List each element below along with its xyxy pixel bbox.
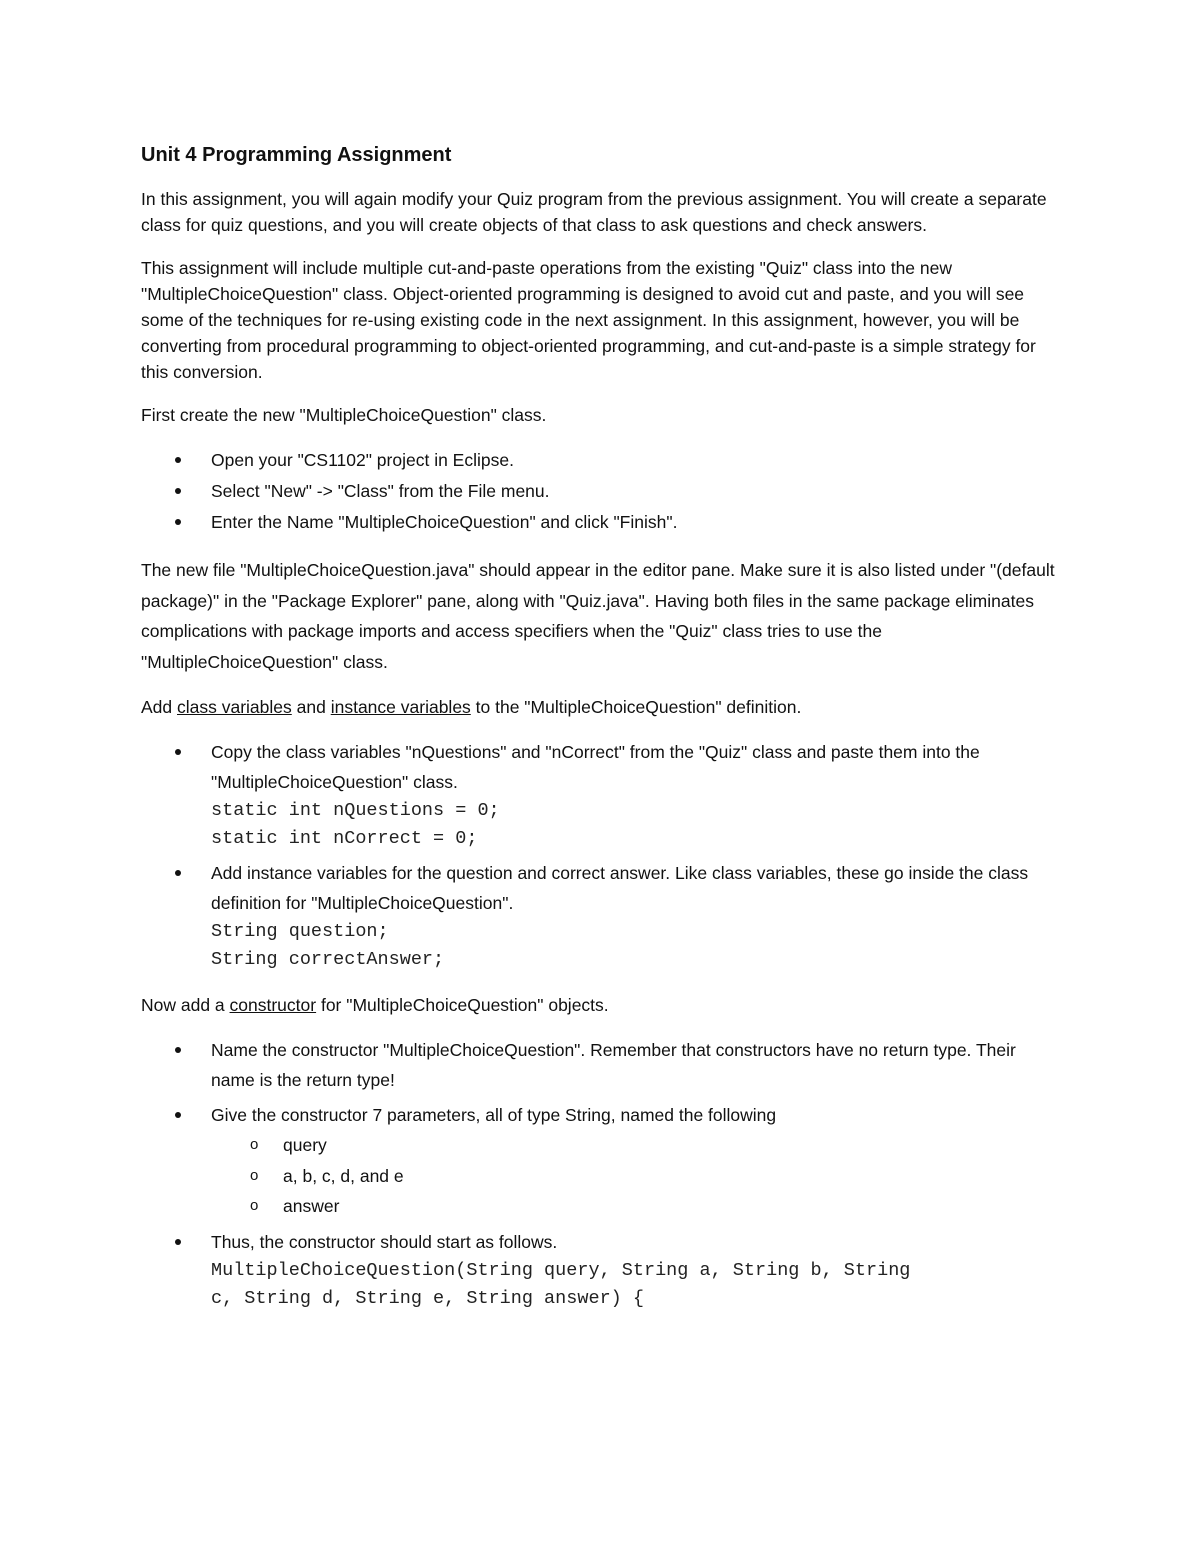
step-text: Give the constructor 7 parameters, all of type String, named the following xyxy=(211,1105,777,1125)
step-text: Add instance variables for the question and correct answer. Like class variables, these go inside the class definition for "MultipleChoiceQuestion". xyxy=(211,863,1029,913)
code-snippet: String question; String correctAnswer; xyxy=(211,921,445,970)
page-title: Unit 4 Programming Assignment xyxy=(141,144,452,166)
list-item xyxy=(141,1100,1061,1222)
circle-bullet-icon: o xyxy=(250,1197,259,1214)
list-item xyxy=(141,737,1061,853)
code-snippet: static int nQuestions = 0; static int nCorrect = 0; xyxy=(211,800,500,849)
parameter-name: answer xyxy=(283,1196,340,1216)
text-run: for "MultipleChoiceQuestion" objects. xyxy=(316,995,609,1015)
text-run: to the "MultipleChoiceQuestion" definition. xyxy=(470,697,802,717)
parameter-list xyxy=(211,1130,1061,1222)
list-item: Open your "CS1102" project in Eclipse. xyxy=(141,445,1061,475)
list-item: Name the constructor "MultipleChoiceQuestion". Remember that constructors have no return type. Their name is the return type! xyxy=(141,1035,1061,1095)
text-run: Now add a xyxy=(141,995,230,1015)
sub-list-item xyxy=(211,1191,1061,1222)
create-class-steps xyxy=(141,445,1061,537)
constructor-link[interactable]: constructor xyxy=(229,995,317,1015)
cut-paste-paragraph: This assignment will include multiple cut-and-paste operations from the existing "Quiz" class into the new "MultipleChoiceQuestion" class. Object-oriented programming is designed to avoid cut and paste, and you will see some of the techniques for re-using existing code in the next assignment. In this assignment, however, you will be converting from procedural programming to object-oriented programming, and cut-and-paste is a simple strategy for this conversion. xyxy=(141,258,1036,382)
list-item: Select "New" -> "Class" from the File menu. xyxy=(141,476,1061,506)
class-variables-link[interactable]: class variables xyxy=(177,697,292,717)
create-class-paragraph: First create the new "MultipleChoiceQuestion" class. xyxy=(141,405,547,425)
document-page xyxy=(141,140,1061,1331)
circle-bullet-icon: o xyxy=(250,1166,259,1184)
add-variables-steps xyxy=(141,737,1061,974)
new-file-paragraph: The new file "MultipleChoiceQuestion.java" should appear in the editor pane. Make sure it is also listed under "(default package)" in the "Package Explorer" pane, along with "Quiz.java". Having both files in the same package eliminates complications with package imports and access specifiers when the "Quiz" class tries to use the "MultipleChoiceQuestion" class. xyxy=(141,560,1055,672)
instance-variables-link[interactable]: instance variables xyxy=(330,697,471,717)
parameter-name: query xyxy=(283,1135,327,1155)
step-text: Copy the class variables "nQuestions" and "nCorrect" from the "Quiz" class and paste them into the "MultipleChoiceQuestion" class. xyxy=(211,742,980,792)
circle-bullet-icon: o xyxy=(250,1136,259,1153)
text-run: and xyxy=(291,697,331,717)
text-run: Add xyxy=(141,697,177,717)
sub-list-item xyxy=(211,1161,1061,1192)
list-item: Enter the Name "MultipleChoiceQuestion" and click "Finish". xyxy=(141,507,1061,537)
parameter-name: a, b, c, d, and e xyxy=(283,1165,404,1186)
list-item xyxy=(141,858,1061,974)
sub-list-item xyxy=(211,1130,1061,1161)
constructor-steps xyxy=(141,1035,1061,1313)
add-variables-paragraph xyxy=(141,694,1061,720)
constructor-paragraph xyxy=(141,992,1061,1018)
list-item xyxy=(141,1227,1061,1313)
code-snippet: MultipleChoiceQuestion(String query, String a, String b, String c, String d, String e, String answer) { xyxy=(211,1259,911,1309)
intro-paragraph: In this assignment, you will again modify your Quiz program from the previous assignment. You will create a separate class for quiz questions, and you will create objects of that class to ask questions and check answers. xyxy=(141,189,1047,235)
step-text: Thus, the constructor should start as follows. xyxy=(211,1231,558,1252)
